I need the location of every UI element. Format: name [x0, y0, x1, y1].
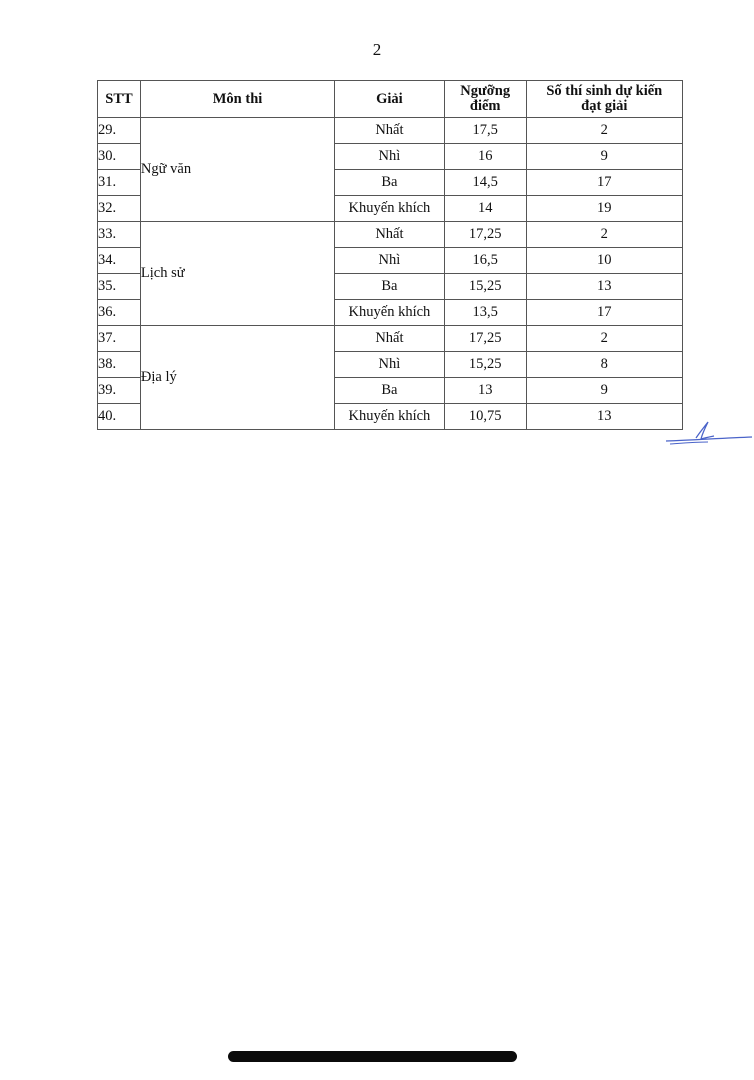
cell-so: 9	[526, 144, 682, 170]
header-stt: STT	[98, 81, 141, 118]
cell-nguong: 17,5	[444, 118, 526, 144]
cell-nguong: 13	[444, 378, 526, 404]
cell-giai: Khuyến khích	[335, 196, 445, 222]
cell-stt: 30.	[98, 144, 141, 170]
cell-subject: Địa lý	[140, 326, 334, 430]
cell-so: 17	[526, 170, 682, 196]
cell-giai: Nhất	[335, 118, 445, 144]
cell-so: 2	[526, 326, 682, 352]
table-row	[98, 326, 683, 352]
cell-nguong: 15,25	[444, 352, 526, 378]
cell-stt: 31.	[98, 170, 141, 196]
cell-nguong: 15,25	[444, 274, 526, 300]
cell-so: 2	[526, 222, 682, 248]
cell-stt: 36.	[98, 300, 141, 326]
home-indicator-bar[interactable]	[228, 1051, 517, 1062]
cell-giai: Ba	[335, 378, 445, 404]
cell-nguong: 16	[444, 144, 526, 170]
cell-so: 10	[526, 248, 682, 274]
page-number: 2	[372, 40, 382, 59]
cell-giai: Nhất	[335, 326, 445, 352]
signature-mark	[664, 418, 754, 448]
cell-stt: 34.	[98, 248, 141, 274]
cell-stt: 37.	[98, 326, 141, 352]
cell-giai: Nhất	[335, 222, 445, 248]
cell-stt: 38.	[98, 352, 141, 378]
cell-nguong: 14,5	[444, 170, 526, 196]
cell-nguong: 17,25	[444, 326, 526, 352]
cell-nguong: 13,5	[444, 300, 526, 326]
header-nguong-line2: điểm	[469, 98, 501, 114]
cell-so: 8	[526, 352, 682, 378]
table-row	[98, 222, 683, 248]
header-so-line2: đạt giải	[581, 98, 628, 114]
header-so-thi-sinh	[526, 81, 682, 118]
cell-giai: Ba	[335, 274, 445, 300]
cell-stt: 33.	[98, 222, 141, 248]
table-row	[98, 118, 683, 144]
cell-giai: Nhì	[335, 248, 445, 274]
table-header-row	[98, 81, 683, 118]
cell-stt: 40.	[98, 404, 141, 430]
cell-stt: 29.	[98, 118, 141, 144]
cell-stt: 35.	[98, 274, 141, 300]
cell-giai: Khuyến khích	[335, 300, 445, 326]
cell-subject: Lịch sử	[140, 222, 334, 326]
cell-subject: Ngữ văn	[140, 118, 334, 222]
cell-nguong: 10,75	[444, 404, 526, 430]
results-table	[97, 80, 683, 430]
header-nguong-diem	[444, 81, 526, 118]
cell-nguong: 16,5	[444, 248, 526, 274]
cell-giai: Ba	[335, 170, 445, 196]
cell-so: 19	[526, 196, 682, 222]
header-giai: Giải	[335, 81, 445, 118]
cell-nguong: 17,25	[444, 222, 526, 248]
header-so-line1: Số thí sinh dự kiến	[546, 83, 663, 99]
cell-stt: 32.	[98, 196, 141, 222]
cell-so: 17	[526, 300, 682, 326]
cell-so: 13	[526, 404, 682, 430]
cell-nguong: 14	[444, 196, 526, 222]
cell-stt: 39.	[98, 378, 141, 404]
cell-so: 2	[526, 118, 682, 144]
header-mon-thi: Môn thi	[140, 81, 334, 118]
cell-giai: Nhì	[335, 352, 445, 378]
cell-giai: Nhì	[335, 144, 445, 170]
header-nguong-line1: Ngưỡng	[460, 83, 511, 99]
cell-so: 13	[526, 274, 682, 300]
cell-giai: Khuyến khích	[335, 404, 445, 430]
cell-so: 9	[526, 378, 682, 404]
